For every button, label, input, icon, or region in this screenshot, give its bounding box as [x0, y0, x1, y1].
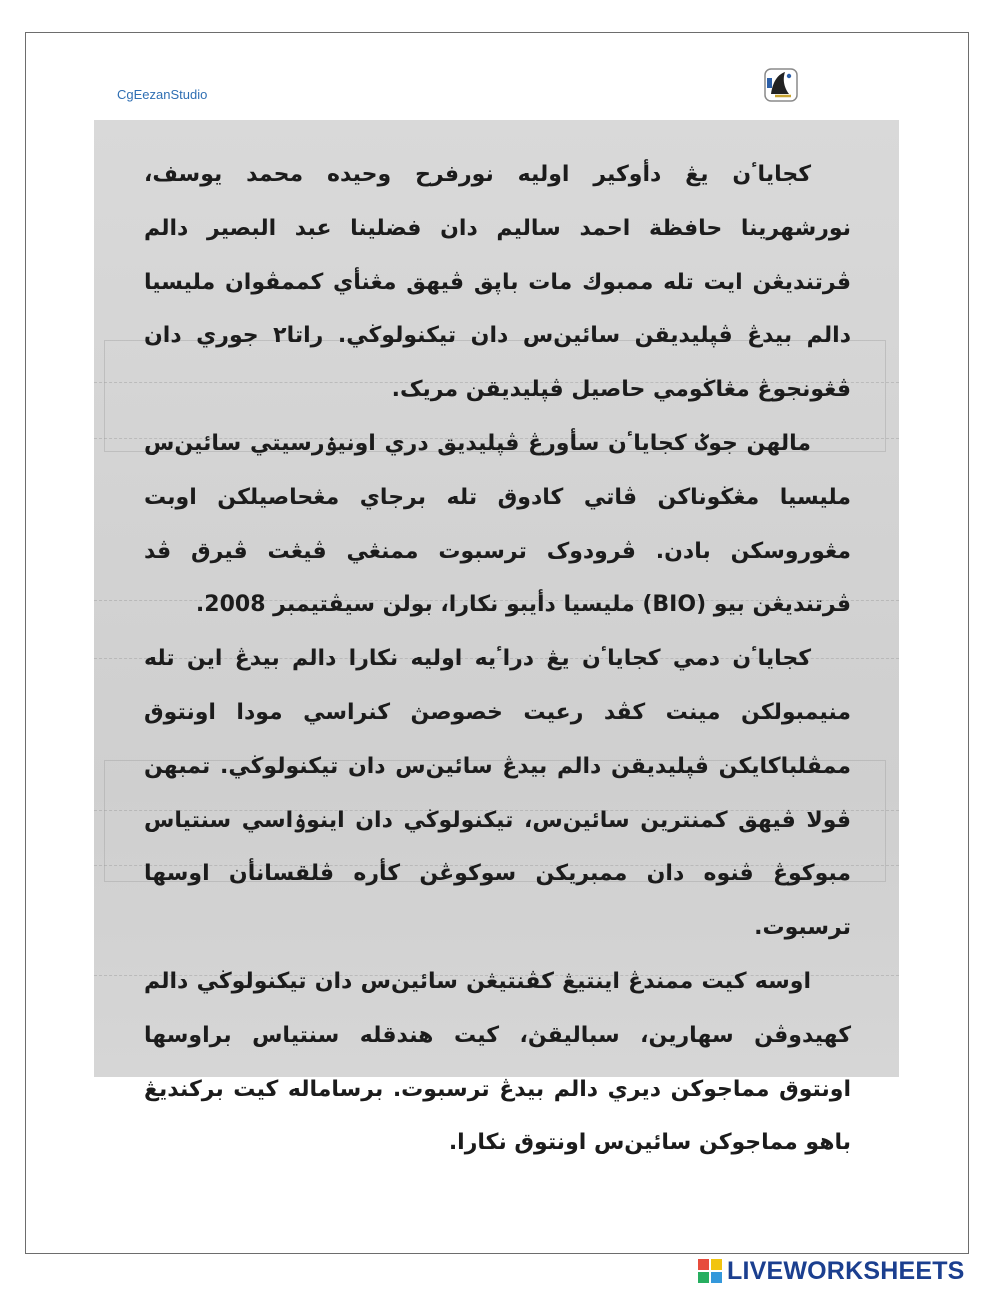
scanned-text-image: [94, 120, 899, 1156]
iqra-logo-icon: [763, 66, 799, 104]
paragraph-2: مالهن جوݢ كجاياٴن سأورڠ ڤڽليديق دري اونيۏرسيتي سائين‌س مليسيا مڠڬوناكن ڤاتي كادوق تله برجاي مڠحاصيلكن اوبت مڠوروسكن بادن. ڤرودوک ترسبوت ممنڠي ڤيڠت ڤيرق ڤد ڤرتنديڠن بيو (BIO) مليسيا دأيبو نكارا، بولن سيڤتيمبر 2008.: [144, 430, 851, 618]
paragraph-1: كجاياٴن يڠ دأوكير اوليه نورفرح وحيده محمد يوسف، نورشهرينا حافظة احمد ساليم دان فضلينا عبد البصير دالم ڤرتنديڠن ايت تله ممبوك مات باڽق ڤيهق مڠنأي كممڤوان مليسيا دالم بيدڠ ڤڽليديقن سائين‌س دان تيكنولوڬي. راتا٢ جوري دان ڤڠونجوڠ مڠاڬومي حاصيل ڤڽليديقن مريک.: [144, 162, 852, 403]
liveworksheets-brand[interactable]: [697, 1255, 965, 1287]
paragraph-3: كجاياٴن دمي كجاياٴن يڠ دراٴيه اوليه نكارا دالم بيدڠ اين تله منيمبولكن مينت كڤد رعيت خصوصڽ كنراسي مودا اونتوق ممڤلباكايكن ڤڽليديقن دالم بيدڠ سائين‌س دان تيكنولوڬي. تمبهن ڤولا ڤيهق كمنترين سائين‌س، تيكنولوڬي دان اينوۏاسي سنتياس مبوكوڠ ڤنوه دان ممبريكن سوكوڠن كأره ڤلقسانأن اوسها ترسبوت.: [144, 646, 851, 941]
brand-name: LIVEWORKSHEETS: [727, 1256, 965, 1285]
studio-name: CgEezanStudio: [117, 87, 208, 102]
document-body: [144, 148, 851, 1170]
paragraph-4: اوسه كيت ممندڠ اينتيڠ كڤنتيڠن سائين‌س دان تيكنولوڬي دالم كهيدوڤن سهارين، سباليقڽ، كيت هندقله سنتياس براوسها اونتوق مماجوكن ديري دالم بيدڠ ترسبوت. برساماله كيت بركنديڠ باهو مماجوكن سائين‌س اونتوق نكارا.: [144, 968, 851, 1156]
liveworksheets-logo-icon: [697, 1258, 723, 1284]
